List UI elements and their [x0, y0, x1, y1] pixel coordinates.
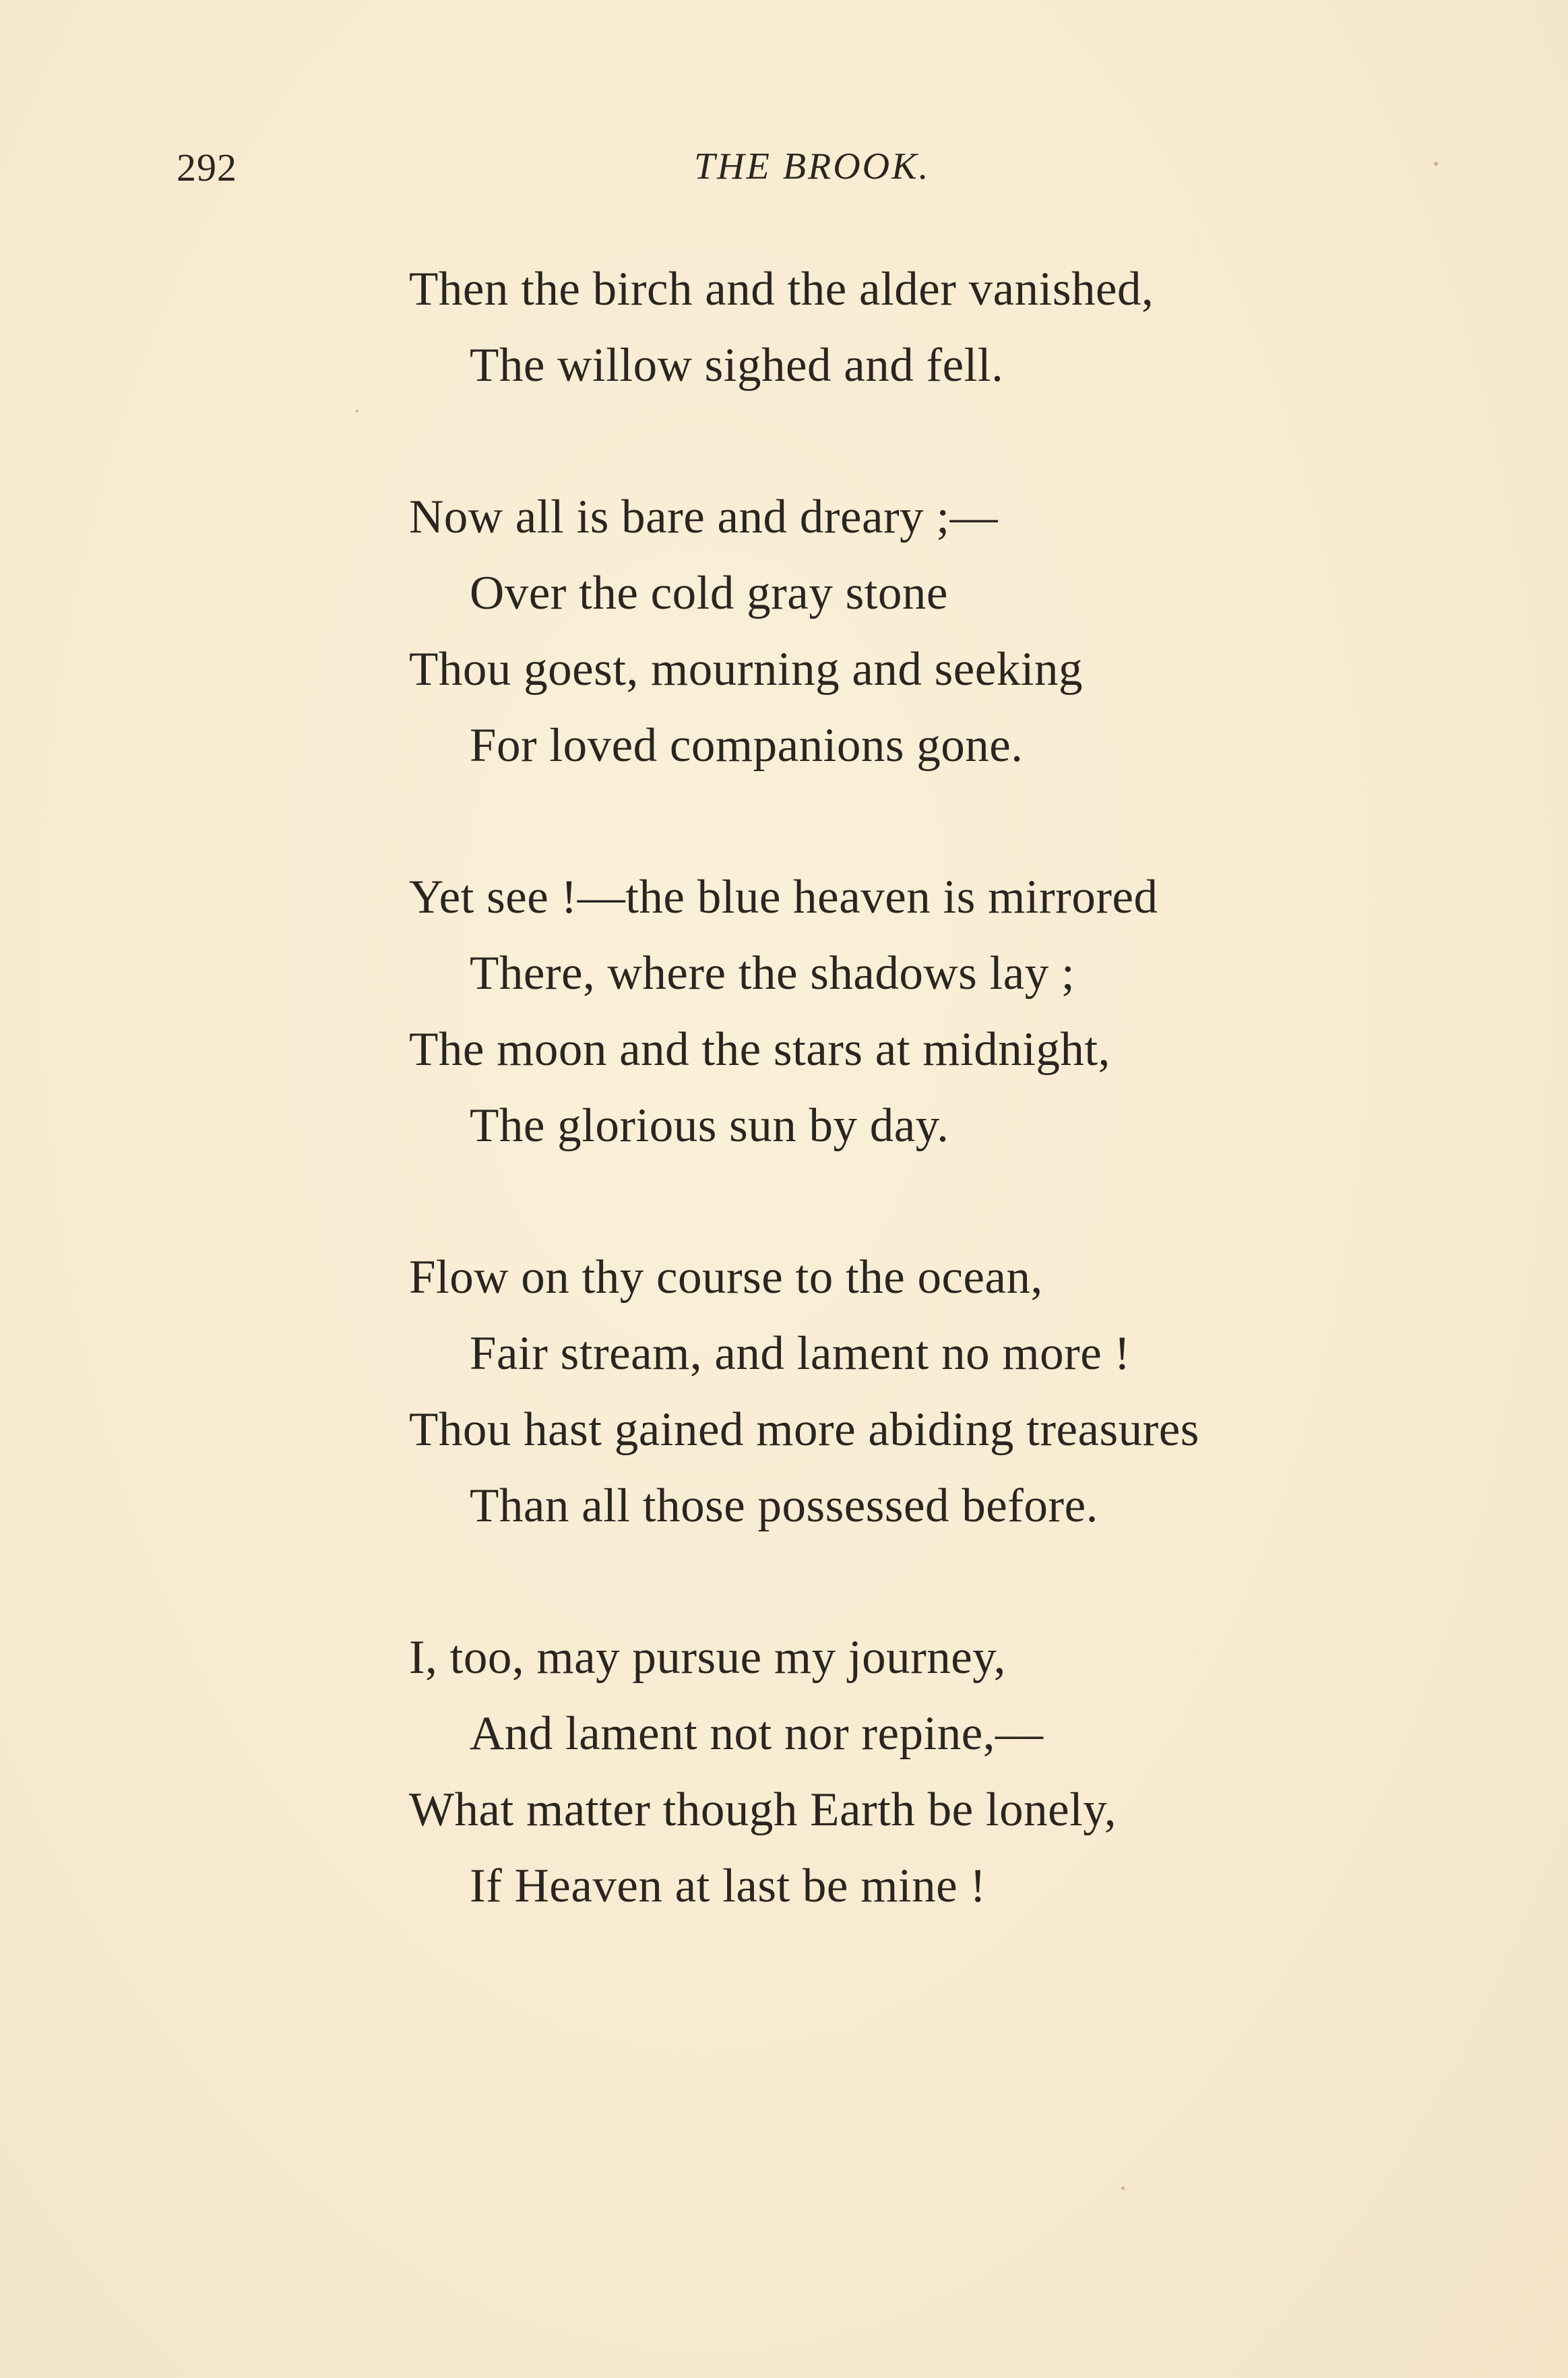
poem-line: The glorious sun by day. — [470, 1099, 949, 1152]
poem-line: Than all those possessed before. — [470, 1480, 1098, 1532]
poem-line: I, too, may pursue my journey, — [409, 1631, 1006, 1684]
poem-line: Flow on thy course to the ocean, — [409, 1251, 1043, 1304]
poem-line: There, where the shadows lay ; — [470, 947, 1075, 1000]
stanza — [409, 251, 1453, 404]
page-number: 292 — [177, 146, 237, 189]
paper-speck — [1121, 2187, 1125, 2190]
stanza — [409, 1620, 1453, 1924]
poem-line: If Heaven at last be mine ! — [470, 1860, 986, 1912]
poem-line: The moon and the stars at midnight, — [409, 1023, 1110, 1076]
poem-line: Yet see !—the blue heaven is mirrored — [409, 871, 1158, 923]
poem-body — [409, 251, 1453, 2000]
stanza — [409, 1240, 1453, 1544]
poem-line: Thou goest, mourning and seeking — [409, 643, 1083, 696]
page-header — [0, 145, 1568, 199]
poem-line: Fair stream, and lament no more ! — [470, 1327, 1131, 1380]
poem-line: Now all is bare and dreary ;— — [409, 491, 999, 543]
poem-line: And lament not nor repine,— — [470, 1707, 1044, 1760]
running-title: THE BROOK. — [694, 146, 931, 187]
poem-line: Thou hast gained more abiding treasures — [409, 1403, 1199, 1456]
paper-speck — [1434, 162, 1438, 166]
poem-line: Over the cold gray stone — [470, 567, 948, 619]
poem-line: What matter though Earth be lonely, — [409, 1783, 1117, 1836]
poem-line: Then the birch and the alder vanished, — [409, 263, 1154, 315]
stanza — [409, 859, 1453, 1164]
poem-line: The willow sighed and fell. — [470, 339, 1004, 392]
poem-line: For loved companions gone. — [470, 719, 1024, 772]
stanza — [409, 479, 1453, 784]
paper-speck — [356, 410, 358, 413]
